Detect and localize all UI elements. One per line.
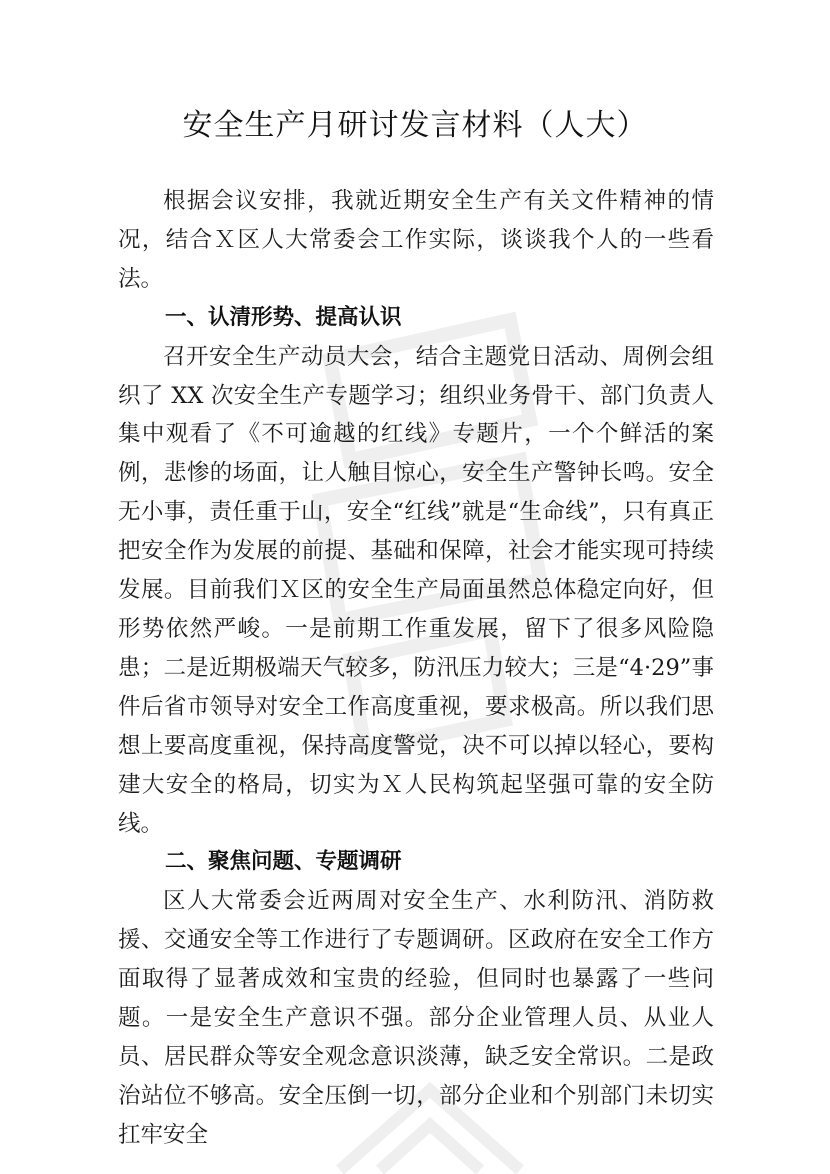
section-heading-2: 二、聚焦问题、专题调研 xyxy=(165,849,402,875)
section-heading-1: 一、认清形势、提高认识 xyxy=(165,304,402,330)
document-title: 安全生产月研讨发言材料（人大） xyxy=(182,108,648,143)
document-body xyxy=(118,182,714,1155)
intro-paragraph: 根据会议安排，我就近期安全生产有关文件精神的情况，结合Ｘ区人大常委会工作实际，谈谈我个人的一些看法。 xyxy=(118,188,714,292)
section-2-paragraph: 区人大常委会近两周对安全生产、水利防汛、消防救援、交通安全等工作进行了专题调研。区政府在安全工作方面取得了显著成效和宝贵的经验，但同时也暴露了一些问题。一是安全生产意识不强。部分企业管理人员、从业人员、居民群众等安全观念意识淡薄，缺乏安全常识。二是政治站位不够高。安全压倒一切，部分企业和个别部门未切实扛牢安全 xyxy=(118,888,714,1148)
section-1-paragraph: 召开安全生产动员大会，结合主题党日活动、周例会组织了 XX 次安全生产专题学习；组织业务骨干、部门负责人集中观看了《不可逾越的红线》专题片，一个个鲜活的案例，悲惨的场面，让人触目惊心，安全生产警钟长鸣。安全无小事，责任重于山，安全“红线”就是“生命线”，只有真正把安全作为发展的前提、基础和保障，社会才能实现可持续发展。目前我们Ｘ区的安全生产局面虽然总体稳定向好，但形势依然严峻。一是前期工作重发展，留下了很多风险隐患；二是近期极端天气较多，防汛压力较大；三是“4·29”事件后省市领导对安全工作高度重视，要求极高。所以我们思想上要高度重视，保持高度警觉，决不可以掉以轻心，要构建大安全的格局，切实为Ｘ人民构筑起坚强可靠的安全防线。 xyxy=(118,343,714,837)
